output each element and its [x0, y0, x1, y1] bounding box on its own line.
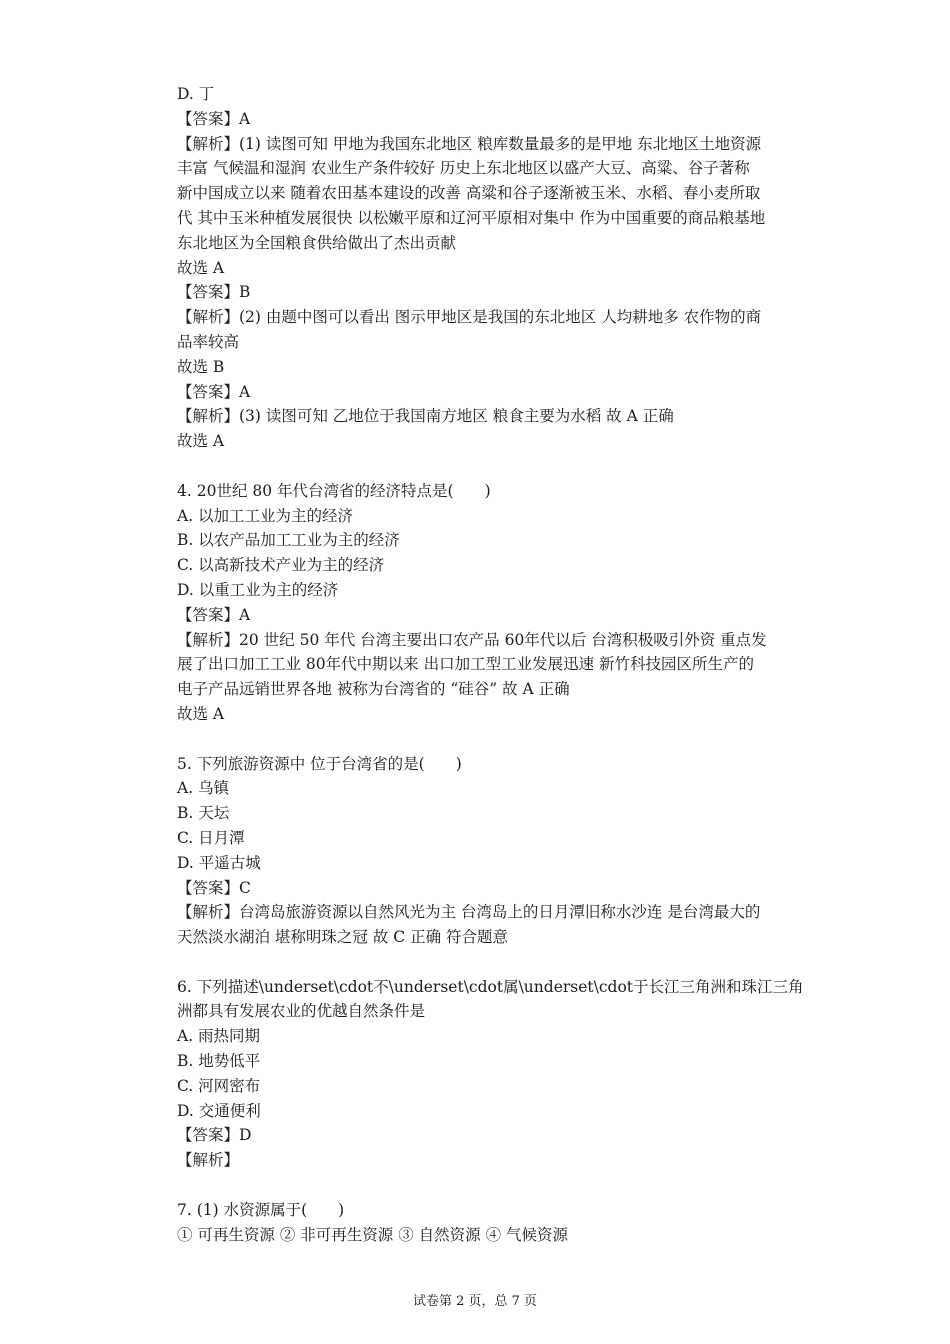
text-line: A. 以加工工业为主的经济 [177, 506, 354, 525]
text-line: 【解析】20 世纪 50 年代 台湾主要出口农产品 60年代以后 台湾积极吸引外资 重点发 [177, 630, 767, 649]
blank-line [177, 1173, 817, 1198]
text-line: C. 日月潭 [177, 828, 245, 847]
text-line: 【解析】(3) 读图可知 乙地位于我国南方地区 粮食主要为水稻 故 A 正确 [177, 407, 674, 426]
text-line: 故选 B [177, 357, 225, 376]
text-line: 东北地区为全国粮食供给做出了杰出贡献 [177, 233, 457, 252]
text-line: 4. 20世纪 80 年代台湾省的经济特点是( ) [177, 481, 491, 500]
text-line: 天然淡水湖泊 堪称明珠之冠 故 C 正确 符合题意 [177, 928, 508, 947]
text-line: 展了出口加工工业 80年代中期以来 出口加工型工业发展迅速 新竹科技园区所生产的 [177, 655, 755, 674]
text-line: 丰富 气候温和湿润 农业生产条件较好 历史上东北地区以盛产大豆、高粱、谷子著称 [177, 159, 750, 178]
blank-line [177, 454, 817, 479]
text-line: 【答案】B [177, 283, 251, 302]
text-line: D. 丁 [177, 85, 215, 103]
text-line: 【答案】A [177, 109, 251, 128]
text-line: B. 天坛 [177, 804, 230, 823]
text-line: 洲都具有发展农业的优越自然条件是 [177, 1002, 426, 1021]
text-line: 故选 A [177, 432, 225, 451]
text-line: A. 雨热同期 [177, 1027, 261, 1046]
blank-line [177, 950, 817, 975]
text-line: 【答案】A [177, 605, 251, 624]
text-line: ① 可再生资源 ② 非可再生资源 ③ 自然资源 ④ 气候资源 [177, 1225, 568, 1244]
blank-line [177, 727, 817, 752]
text-line: A. 乌镇 [177, 779, 230, 798]
text-line: D. 以重工业为主的经济 [177, 580, 339, 599]
text-line: 品率较高 [177, 332, 240, 351]
text-line: 代 其中玉米种植发展很快 以松嫩平原和辽河平原相对集中 作为中国重要的商品粮基地 [177, 208, 766, 227]
page-footer: 试卷第 2 页，总 7 页 [412, 1294, 538, 1309]
text-line: 【解析】 [177, 1151, 240, 1170]
text-line: C. 以高新技术产业为主的经济 [177, 556, 385, 575]
page-content [177, 82, 817, 1247]
text-line: C. 河网密布 [177, 1076, 261, 1095]
text-line: D. 平遥古城 [177, 853, 261, 872]
text-line: 新中国成立以来 随着农田基本建设的改善 高粱和谷子逐渐被玉米、水稻、春小麦所取 [177, 184, 761, 203]
text-line: 【解析】(2) 由题中图可以看出 图示甲地区是我国的东北地区 人均耕地多 农作物的商 [177, 308, 762, 327]
text-line: 【解析】(1) 读图可知 甲地为我国东北地区 粮库数量最多的是甲地 东北地区土地资源 [177, 134, 762, 153]
text-line: 5. 下列旅游资源中 位于台湾省的是( ) [177, 754, 462, 773]
text-line: 故选 A [177, 704, 225, 723]
text-line: D. 交通便利 [177, 1101, 261, 1120]
text-line: B. 地势低平 [177, 1052, 261, 1071]
text-line: 6. 下列描述\underset\cdot不\underset\cdot属\underset\cdot于长江三角洲和珠江三角 [177, 977, 804, 996]
text-line: 【答案】D [177, 1126, 252, 1145]
text-line: 【答案】C [177, 878, 251, 897]
text-line: 电子产品远销世界各地 被称为台湾省的 “硅谷” 故 A 正确 [177, 680, 570, 699]
text-line: 【解析】台湾岛旅游资源以自然风光为主 台湾岛上的日月潭旧称水沙连 是台湾最大的 [177, 903, 761, 922]
text-line: 7. (1) 水资源属于( ) [177, 1200, 345, 1219]
text-line: 【答案】A [177, 382, 251, 401]
text-line: B. 以农产品加工工业为主的经济 [177, 531, 400, 550]
text-line: 故选 A [177, 258, 225, 277]
